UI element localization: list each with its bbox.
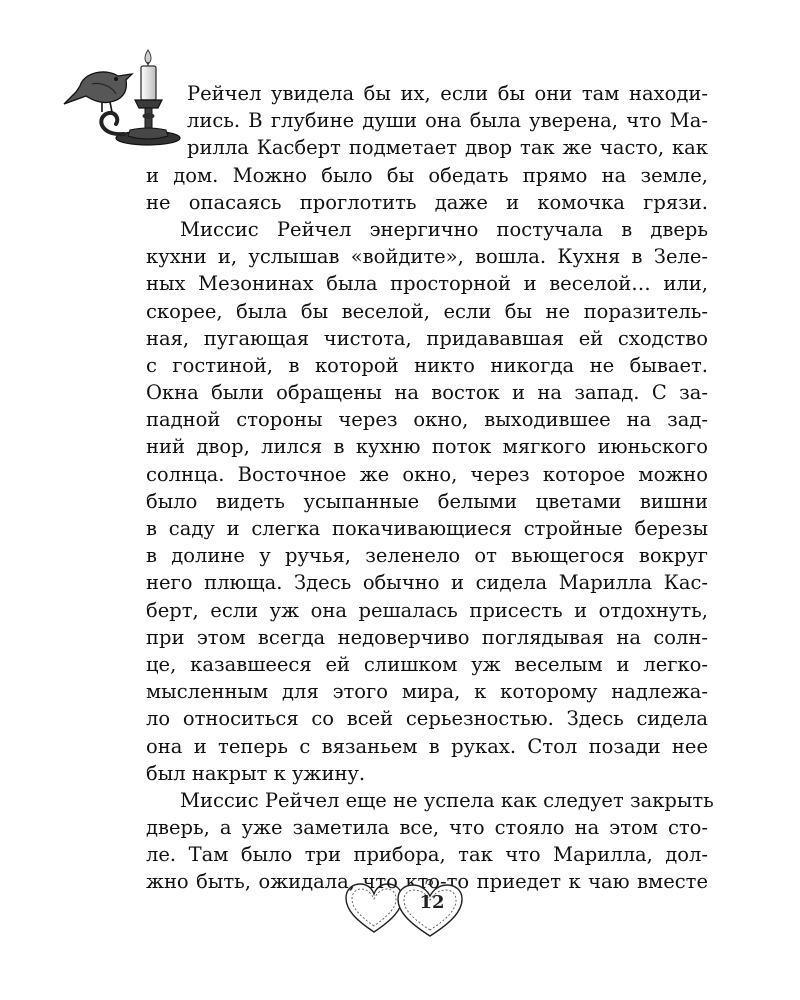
text-line: рилла Касберт подметает двор так же часто, как (187, 136, 708, 160)
text-line: ний двор, лился в кухню поток мягкого июньского (146, 435, 708, 459)
text-line: скорее, была бы веселой, если бы не поразитель- (146, 299, 708, 323)
text-line: падной стороны через окно, выходившее на зад- (146, 408, 708, 432)
text-line: Миссис Рейчел энергично постучала в дверь (180, 217, 708, 241)
text-line: и дом. Можно было бы обедать прямо на земле, (146, 163, 708, 187)
text-line: ная, пугающая чистота, придававшая ей сходство (146, 326, 708, 350)
text-line: она и теперь с вязаньем в руках. Стол позади нее (146, 734, 708, 758)
text-line: жно быть, ожидала, что кто-то приедет к чаю вместе (146, 870, 708, 894)
text-line: мысленным для этого мира, к которому надлежа- (146, 680, 708, 704)
text-line: кухни и, услышав «войдите», вошла. Кухня в Зеле- (146, 245, 708, 269)
text-line: Миссис Рейчел еще не успела как следует закрыть (180, 788, 714, 812)
page-number: 12 (419, 892, 445, 913)
text-line: в долине у ручья, зеленело от вьющегося вокруг (146, 544, 708, 568)
page-footer (342, 878, 464, 940)
text-line: не опасаясь проглотить даже и комочка грязи. (146, 190, 708, 214)
text-line: лись. В глубине души она была уверена, что Ма- (187, 109, 708, 133)
text-line: солнца. Восточное же окно, через которое можно (146, 462, 708, 486)
text-line: берт, если уж она решалась присесть и отдохнуть, (146, 598, 708, 622)
text-line: ных Мезонинах была просторной и веселой… или, (146, 272, 708, 296)
text-line: него плюща. Здесь обычно и сидела Марилла Кас- (146, 571, 708, 595)
text-line: дверь, а уже заметила все, что стояло на этом сто- (146, 816, 708, 840)
text-line: в саду и слегка покачивающиеся стройные березы (146, 517, 708, 540)
text-line: ло относиться со всей серьезностью. Здесь сидела (146, 707, 708, 731)
text-line: был накрыт к ужину. (146, 761, 366, 785)
text-line: це, казавшееся ей слишком уж веселым и легко- (146, 652, 708, 676)
body-text (146, 80, 714, 896)
text-line: при этом всегда недоверчиво поглядывая на солн- (146, 625, 708, 649)
text-line: Окна были обращены на восток и на запад. С за- (146, 381, 708, 405)
text-line: ле. Там было три прибора, так что Марилла, дол- (146, 843, 708, 867)
text-line: Рейчел увидела бы их, если бы они там находи- (187, 82, 708, 105)
text-line: было видеть усыпанные белыми цветами вишни (146, 489, 708, 513)
text-line: с гостиной, в которой никто никогда не бывает. (146, 353, 708, 377)
